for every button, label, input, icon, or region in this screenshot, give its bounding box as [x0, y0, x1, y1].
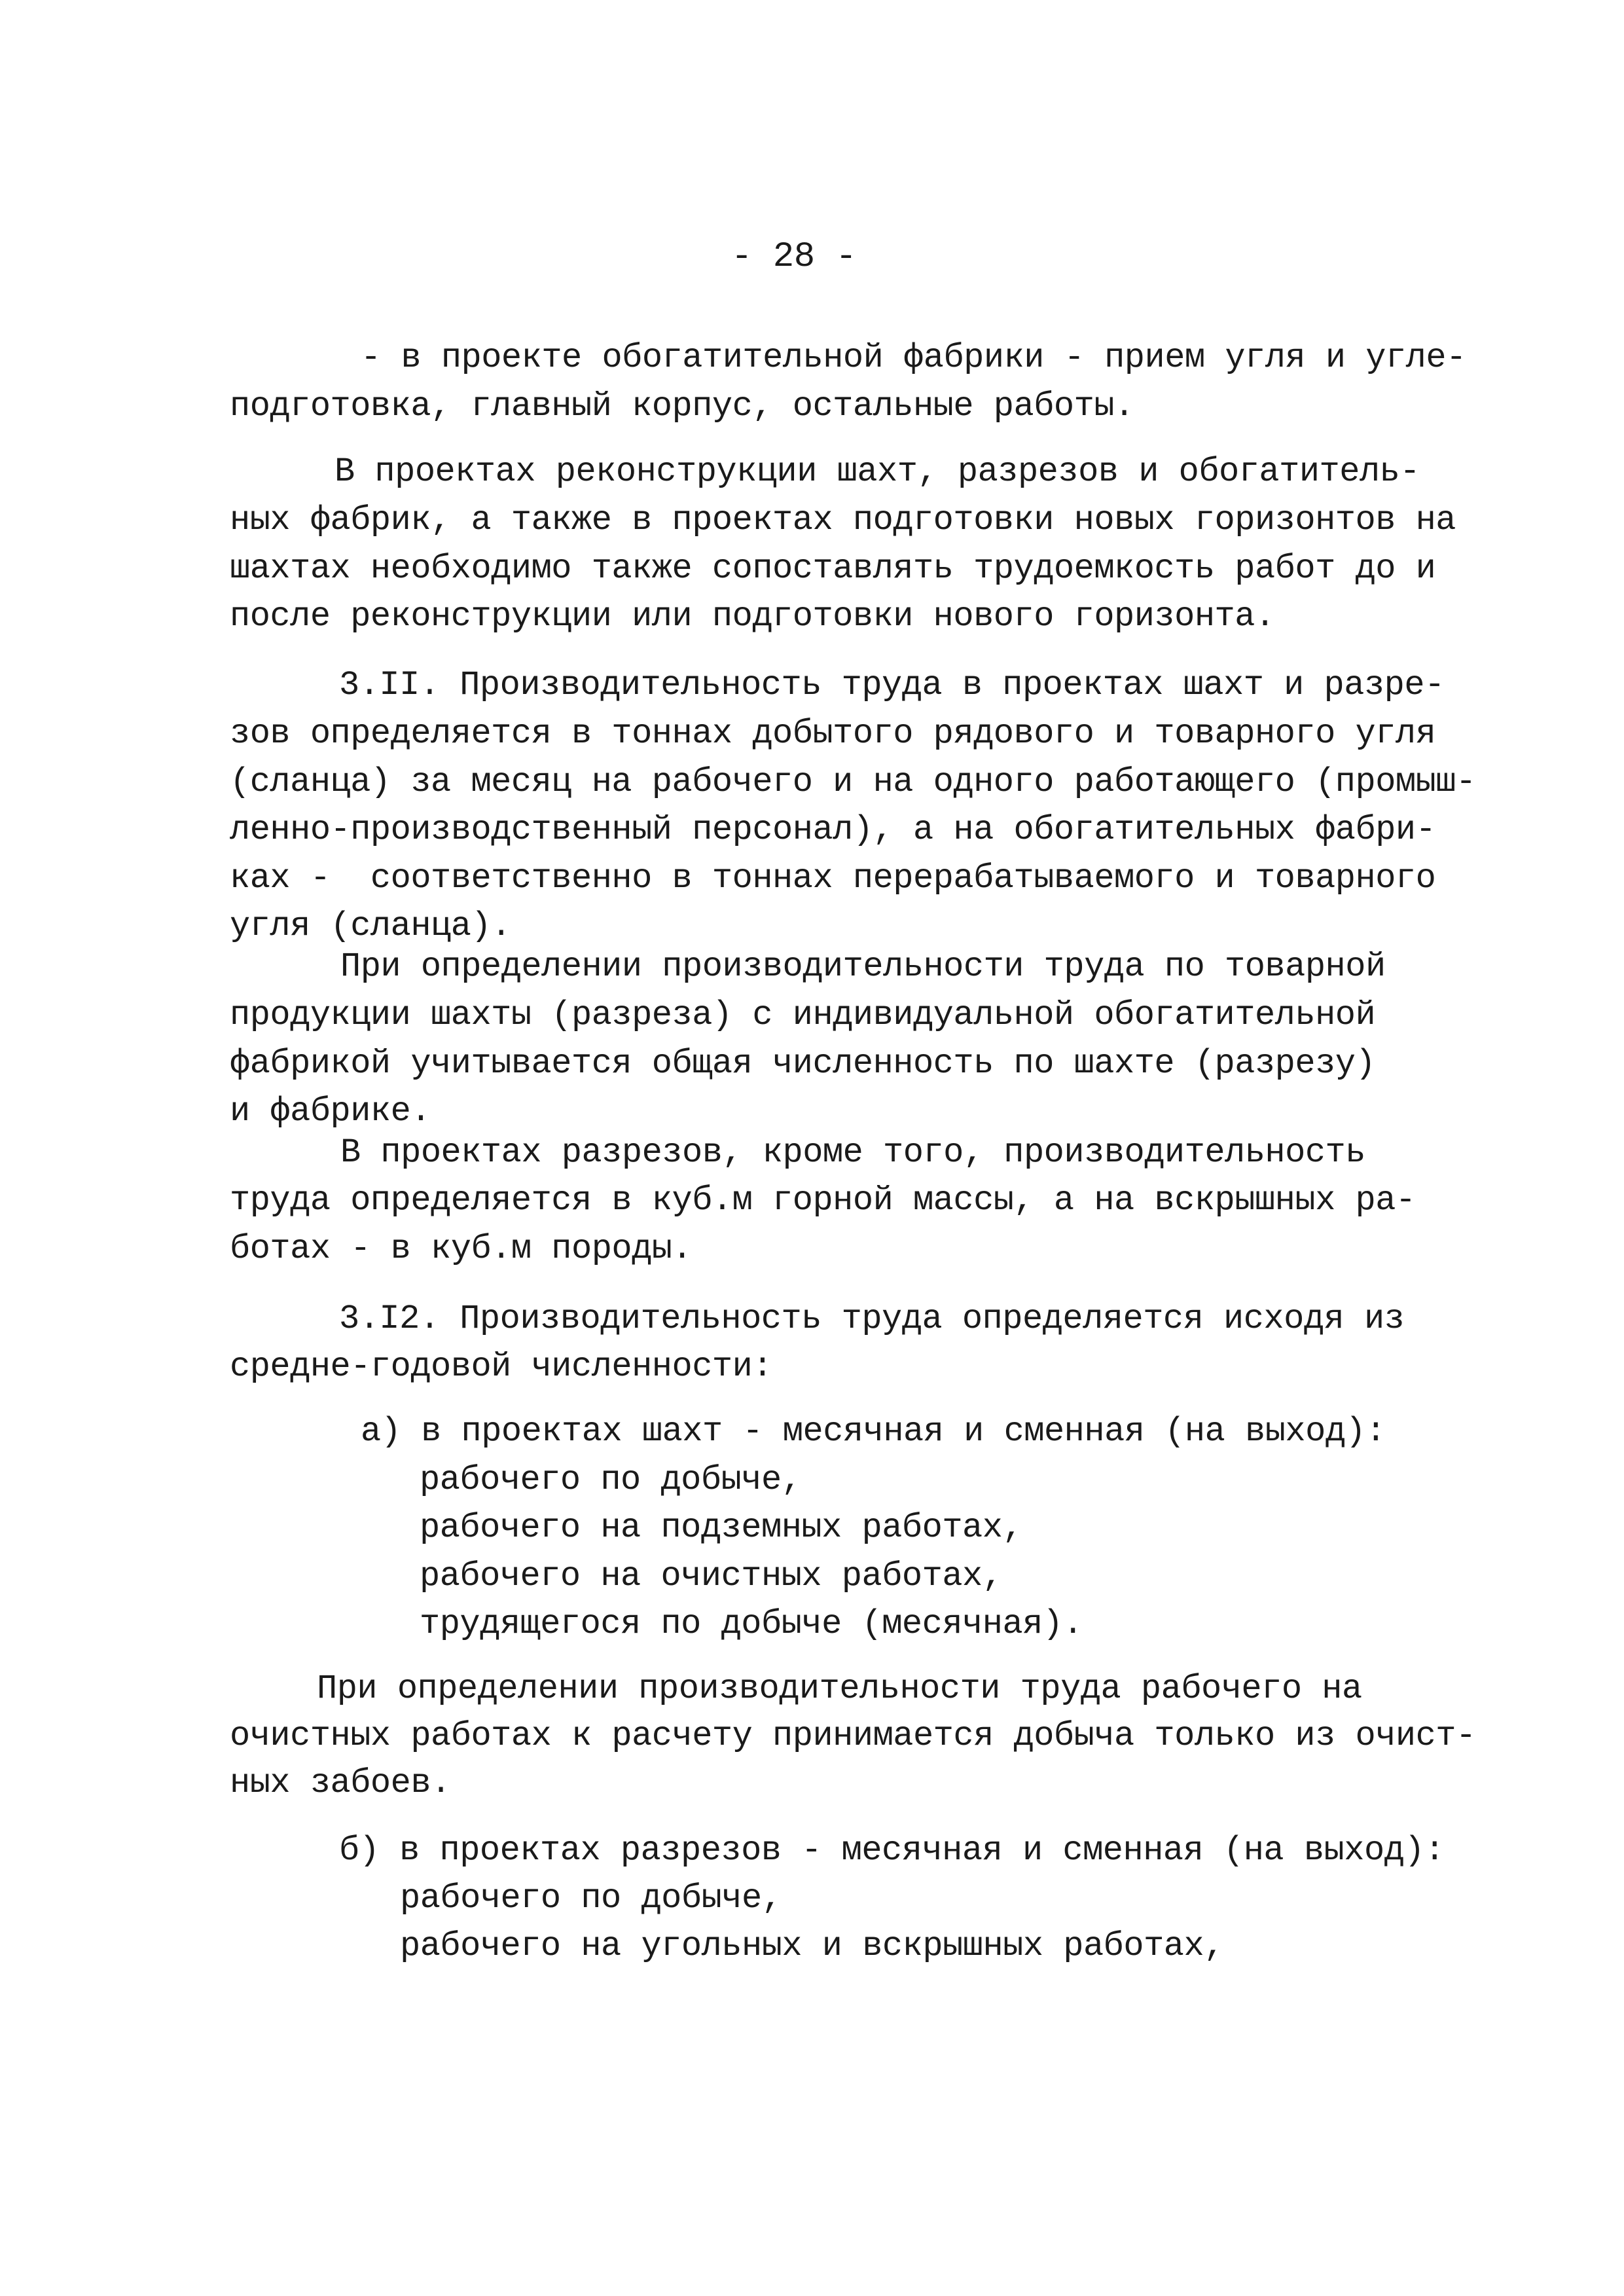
text-line: 3.II. Производительность труда в проектах шахт и разре- [339, 666, 1445, 704]
text-line: рабочего по добыче, [400, 1879, 782, 1918]
text-line: зов определяется в тоннах добытого рядового и товарного угля [230, 714, 1436, 753]
text-line: угля (сланца). [230, 907, 511, 945]
text-line: продукции шахты (разреза) с индивидуальной обогатительной [230, 996, 1376, 1034]
text-line: фабрикой учитывается общая численность по шахте (разрезу) [230, 1044, 1376, 1083]
text-line: 3.I2. Производительность труда определяется исходя из [339, 1300, 1405, 1338]
text-line: ленно-производственный персонал), а на обогатительных фабри- [230, 811, 1436, 849]
text-line: рабочего на угольных и вскрышных работах, [400, 1927, 1224, 1965]
text-line: рабочего на подземных работах, [420, 1508, 1023, 1547]
text-line: после реконструкции или подготовки нового горизонта. [230, 597, 1275, 636]
text-line: рабочего по добыче, [420, 1461, 802, 1499]
text-line: средне-годовой численности: [230, 1347, 773, 1386]
text-line: а) в проектах шахт - месячная и сменная (на выход): [361, 1412, 1386, 1451]
text-line: ботах - в куб.м породы. [230, 1230, 693, 1268]
page-number: - 28 - [731, 237, 857, 277]
text-line: В проектах реконструкции шахт, разрезов и обогатитель- [334, 452, 1420, 491]
text-line: ках - соответственно в тоннах перерабатываемого и товарного [230, 859, 1436, 898]
text-line: и фабрике. [230, 1092, 431, 1131]
text-line: ных фабрик, а также в проектах подготовки новых горизонтов на [230, 501, 1456, 539]
text-line: При определении производительности труда рабочего на [317, 1669, 1362, 1708]
text-line: рабочего на очистных работах, [420, 1557, 1003, 1595]
text-line: шахтах необходимо также сопоставлять трудоемкость работ до и [230, 549, 1436, 588]
text-line: (сланца) за месяц на рабочего и на одного работающего (промыш- [230, 763, 1476, 801]
text-line: ных забоев. [230, 1764, 451, 1802]
text-line: - в проекте обогатительной фабрики - прием угля и угле- [361, 338, 1466, 377]
text-line: подготовка, главный корпус, остальные работы. [230, 387, 1134, 426]
text-line: В проектах разрезов, кроме того, производительность [340, 1133, 1365, 1172]
text-line: При определении производительности труда по товарной [340, 947, 1386, 986]
text-line: трудящегося по добыче (месячная). [420, 1605, 1083, 1643]
text-line: очистных работах к расчету принимается добыча только из очист- [230, 1717, 1476, 1755]
text-line: б) в проектах разрезов - месячная и сменная (на выход): [339, 1831, 1445, 1870]
text-line: труда определяется в куб.м горной массы, а на вскрышных ра- [230, 1181, 1416, 1220]
